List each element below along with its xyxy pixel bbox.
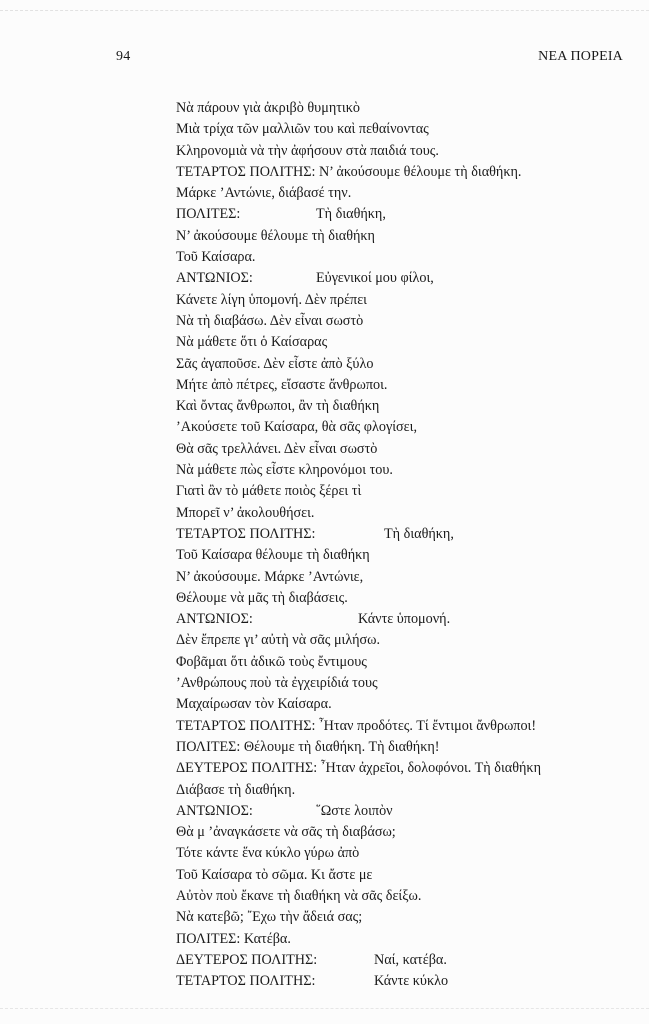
play-text xyxy=(176,98,635,992)
page-number: 94 xyxy=(116,49,131,64)
line-text: Γιατὶ ἂν τὸ μάθετε ποιὸς ξέρει τὶ xyxy=(176,483,362,500)
text-line xyxy=(176,907,635,928)
text-line xyxy=(176,630,635,651)
text-line xyxy=(176,481,635,502)
line-text: Καὶ ὄντας ἄνθρωποι, ἂν τὴ διαθήκη xyxy=(176,398,380,415)
text-line xyxy=(176,183,635,204)
text-line xyxy=(176,780,635,801)
text-line xyxy=(176,98,635,119)
text-line xyxy=(176,204,635,225)
text-line xyxy=(176,758,635,779)
line-text: Διάβασε τὴ διαθήκη. xyxy=(176,781,296,798)
speech-text: ῞Ωστε λοιπὸν xyxy=(316,802,393,819)
text-line xyxy=(176,439,635,460)
text-line xyxy=(176,119,635,140)
text-line xyxy=(176,417,635,438)
line-text: Ν’ ἀκούσουμε. Μάρκε ’Αντώνιε, xyxy=(176,568,364,585)
text-line xyxy=(176,354,635,375)
text-line xyxy=(176,247,635,268)
line-text: ΤΕΤΑΡΤΟΣ ΠΟΛΙΤΗΣ: ῏Ηταν προδότες. Τί ἔντιμοι ἄνθρωποι! xyxy=(176,717,537,734)
line-text: Νὰ κατεβῶ; ῎Εχω τὴν ἄδειά σας; xyxy=(176,909,363,926)
text-line xyxy=(176,524,635,545)
line-text: Ν’ ἀκούσουμε θέλουμε τὴ διαθήκη xyxy=(176,227,375,244)
line-text: ΠΟΛΙΤΕΣ: Θέλουμε τὴ διαθήκη. Τὴ διαθήκη! xyxy=(176,738,440,755)
line-text: Νὰ μάθετε ὅτι ὁ Καίσαρας xyxy=(176,334,328,351)
text-line xyxy=(176,226,635,247)
speech-text: Κάντε κύκλο xyxy=(374,973,449,990)
line-text: Δὲν ἔπρεπε γι’ αὐτὴ νὰ σᾶς μιλήσω. xyxy=(176,632,381,649)
text-line xyxy=(176,268,635,289)
line-text: Κάνετε λίγη ὑπομονή. Δὲν πρέπει xyxy=(176,291,367,308)
speech-text: Κάντε ὑπομονή. xyxy=(358,611,451,628)
text-line xyxy=(176,716,635,737)
speech-text: Τὴ διαθήκη, xyxy=(384,525,454,542)
text-line xyxy=(176,503,635,524)
speaker-name: ΤΕΤΑΡΤΟΣ ΠΟΛΙΤΗΣ: xyxy=(176,525,316,542)
line-text: Μάρκε ’Αντώνιε, διάβασέ την. xyxy=(176,185,352,202)
line-text: ’Ανθρώπους ποὺ τὰ ἐγχειρίδιά τους xyxy=(176,675,378,692)
text-line xyxy=(176,843,635,864)
speech-text: Τὴ διαθήκη, xyxy=(316,206,386,223)
line-text: Νὰ τὴ διαβάσω. Δὲν εἶναι σωστὸ xyxy=(176,312,364,329)
text-line xyxy=(176,609,635,630)
line-text: ΠΟΛΙΤΕΣ: Κατέβα. xyxy=(176,930,291,947)
line-text: Θὰ μ ’ἀναγκάσετε νὰ σᾶς τὴ διαβάσω; xyxy=(176,824,396,841)
text-line xyxy=(176,162,635,183)
speaker-name: ΑΝΤΩΝΙΟΣ: xyxy=(176,270,253,287)
speech-text: Εὐγενικοί μου φίλοι, xyxy=(316,270,434,287)
page-top-edge xyxy=(0,0,649,11)
line-text: Θέλουμε νὰ μᾶς τὴ διαβάσεις. xyxy=(176,589,348,606)
line-text: Τοῦ Καίσαρα τὸ σῶμα. Κι ἄστε με xyxy=(176,866,373,883)
speaker-name: ΔΕΥΤΕΡΟΣ ΠΟΛΙΤΗΣ: xyxy=(176,951,318,968)
line-text: Μήτε ἀπὸ πέτρες, εἴσαστε ἄνθρωποι. xyxy=(176,376,388,393)
text-line xyxy=(176,375,635,396)
line-text: Τοῦ Καίσαρα θέλουμε τὴ διαθήκη xyxy=(176,547,370,564)
line-text: Αὐτὸν ποὺ ἔκανε τὴ διαθήκη νὰ σᾶς δείξω. xyxy=(176,887,422,904)
text-line xyxy=(176,652,635,673)
line-text: ’Ακούσετε τοῦ Καίσαρα, θὰ σᾶς φλογίσει, xyxy=(176,419,417,436)
line-text: Κληρονομιὰ νὰ τὴν ἀφήσουν στὰ παιδιά τους. xyxy=(176,142,439,159)
text-line xyxy=(176,822,635,843)
text-line xyxy=(176,801,635,822)
line-text: Μπορεῖ ν’ ἀκολουθήσει. xyxy=(176,504,315,521)
text-line xyxy=(176,141,635,162)
text-line xyxy=(176,865,635,886)
line-text: Νὰ μάθετε πὼς εἶστε κληρονόμοι του. xyxy=(176,462,393,479)
line-text: Φοβᾶμαι ὅτι ἀδικῶ τοὺς ἔντιμους xyxy=(176,653,367,670)
text-line xyxy=(176,737,635,758)
text-line xyxy=(176,950,635,971)
text-line xyxy=(176,588,635,609)
running-title: ΝΕΑ ΠΟΡΕΙΑ xyxy=(538,49,623,64)
line-text: Μαχαίρωσαν τὸν Καίσαρα. xyxy=(176,696,332,713)
text-line xyxy=(176,694,635,715)
text-line xyxy=(176,290,635,311)
page-bottom-edge xyxy=(0,1008,649,1010)
speaker-name: ΑΝΤΩΝΙΟΣ: xyxy=(176,802,253,819)
text-line xyxy=(176,673,635,694)
line-text: Νὰ πάρουν γιὰ ἀκριβὸ θυμητικὸ xyxy=(176,100,360,116)
text-line xyxy=(176,396,635,417)
line-text: Τοῦ Καίσαρα. xyxy=(176,249,256,266)
speaker-name: ΑΝΤΩΝΙΟΣ: xyxy=(176,611,253,628)
line-text: Σᾶς ἀγαποῦσε. Δὲν εἶστε ἀπὸ ξύλο xyxy=(176,355,374,372)
text-line xyxy=(176,311,635,332)
line-text: Θὰ σᾶς τρελλάνει. Δὲν εἶναι σωστὸ xyxy=(176,440,378,457)
text-line xyxy=(176,886,635,907)
speech-text: Ναί, κατέβα. xyxy=(374,951,447,968)
line-text: Τότε κάντε ἕνα κύκλο γύρω ἀπὸ xyxy=(176,845,360,862)
text-line xyxy=(176,971,635,992)
line-text: ΔΕΥΤΕΡΟΣ ΠΟΛΙΤΗΣ: ῏Ηταν ἀχρεῖοι, δολοφόνοι. Τὴ διαθήκη xyxy=(176,760,541,777)
speaker-name: ΤΕΤΑΡΤΟΣ ΠΟΛΙΤΗΣ: xyxy=(176,973,316,990)
page-header xyxy=(116,49,623,65)
line-text: ΤΕΤΑΡΤΟΣ ΠΟΛΙΤΗΣ: Ν’ ἀκούσουμε θέλουμε τὴ διαθήκη. xyxy=(176,163,522,180)
text-line xyxy=(176,545,635,566)
text-line xyxy=(176,929,635,950)
text-line xyxy=(176,460,635,481)
speaker-name: ΠΟΛΙΤΕΣ: xyxy=(176,206,241,223)
text-line xyxy=(176,567,635,588)
line-text: Μιὰ τρίχα τῶν μαλλιῶν του καὶ πεθαίνοντας xyxy=(176,121,429,138)
text-line xyxy=(176,332,635,353)
